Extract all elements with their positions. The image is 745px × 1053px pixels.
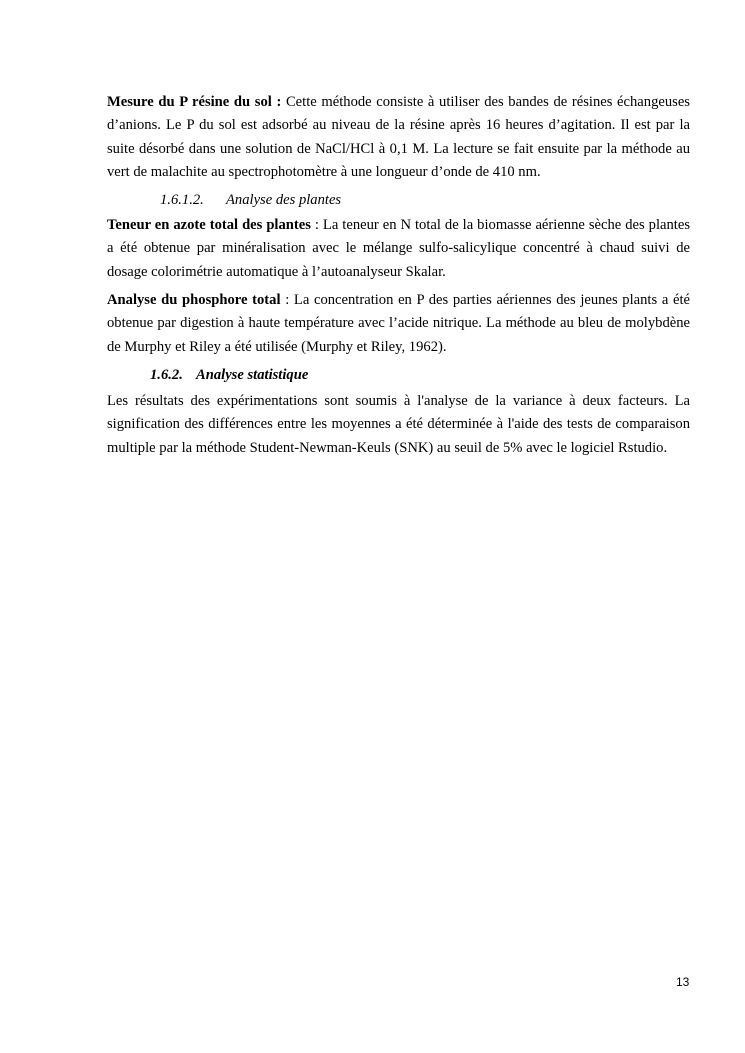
- paragraph-text-nitrogen: : La teneur en N total de la biomasse aérienne sèche des plantes a été obtenue par minéralisation avec le mélange sulfo-salicylique concentré à chaud suivi de dosage colorimétrie automatique à l’autoanalyseur Skalar.: [107, 217, 691, 280]
- section-title: Analyse statistique: [196, 366, 309, 383]
- paragraph-statistics: Les résultats des expérimentations sont soumis à l'analyse de la variance à deux facteurs. La signification des différences entre les moyennes a été déterminée à l'aide des tests de comparaison multiple par la méthode Student-Newman-Keuls (SNK) au seuil de 5% avec le logiciel Rstudio.: [107, 392, 690, 456]
- paragraph-p-resin: [107, 91, 690, 184]
- paragraph-lead-nitrogen: Teneur en azote total des plantes: [107, 217, 311, 234]
- section-number: 1.6.2.: [150, 366, 183, 383]
- paragraph-text-phosphorus: : La concentration en P des parties aériennes des jeunes plants a été obtenue par digestion à haute température avec l’acide nitrique. La méthode au bleu de molybdène de Murphy et Riley a été utilisée (Murphy et Riley, 1962).: [107, 292, 690, 355]
- paragraph-phosphorus: [107, 289, 690, 359]
- subsection-heading-plant-analysis: [160, 189, 690, 212]
- section-heading-statistics: [150, 364, 690, 387]
- subsection-title: Analyse des plantes: [226, 192, 342, 209]
- paragraph-lead-phosphorus: Analyse du phosphore total: [107, 292, 281, 309]
- paragraph-lead-p-resin: Mesure du P résine du sol :: [107, 94, 282, 110]
- page-number: 13: [676, 975, 690, 989]
- paragraph-nitrogen: [107, 214, 690, 284]
- subsection-number: 1.6.1.2.: [160, 192, 204, 209]
- document-body: [107, 91, 690, 465]
- paragraph-text-p-resin: Cette méthode consiste à utiliser des bandes de résines échangeuses d’anions. Le P du sol est adsorbé au niveau de la résine après 16 heures d’agitation. Il est par la suite désorbé dans une solution de NaCl/HCl à 0,1 M. La lecture se fait ensuite par la méthode au vert de malachite au spectrophotomètre à une longueur d’onde de 410 nm.: [107, 94, 690, 180]
